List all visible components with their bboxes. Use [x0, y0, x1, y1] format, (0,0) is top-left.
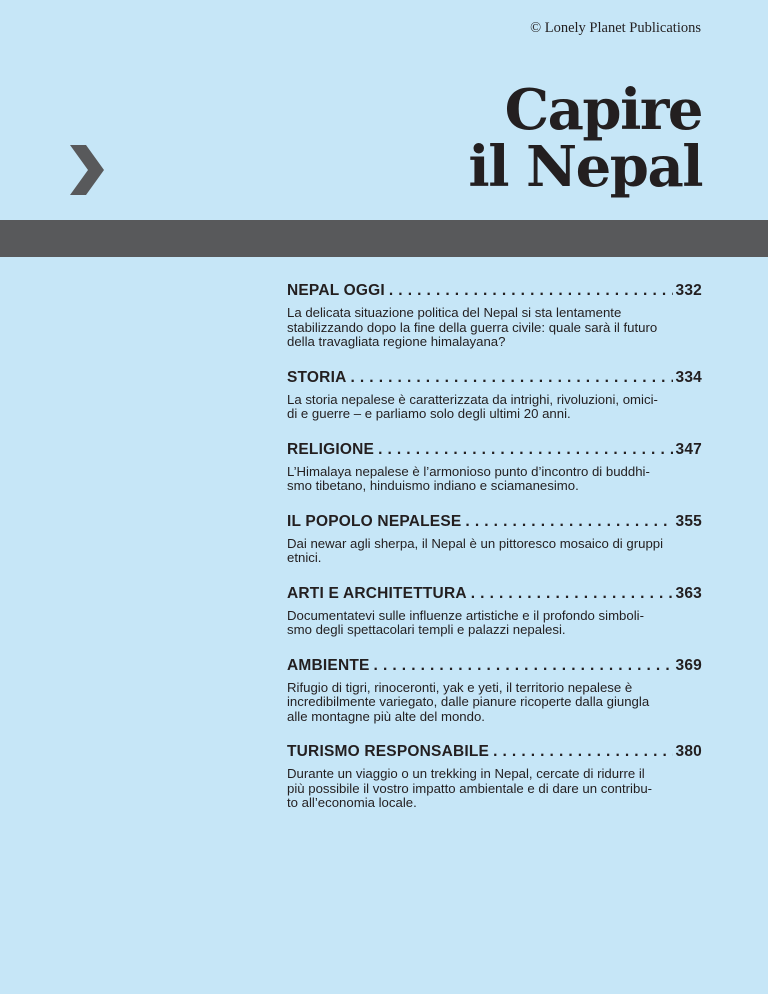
toc-entry-description	[287, 537, 702, 566]
toc-entry-title[interactable]: ARTI E ARCHITETTURA	[287, 584, 467, 602]
description-line: smo tibetano, hinduismo indiano e sciamanesimo.	[287, 478, 579, 493]
toc-entry-description	[287, 306, 702, 350]
dot-leader	[378, 441, 672, 459]
toc-entry-description	[287, 681, 702, 725]
dot-leader	[374, 657, 673, 675]
description-line: etnici.	[287, 550, 322, 565]
toc-entry-title[interactable]: STORIA	[287, 368, 347, 386]
toc-entry-page[interactable]: 332	[675, 282, 702, 299]
description-line: La delicata situazione politica del Nepal si sta lentamente	[287, 305, 622, 320]
toc-entry-turismo-responsabile[interactable]	[287, 743, 702, 811]
toc-entry-nepal-oggi[interactable]	[287, 282, 702, 350]
description-line: L’Himalaya nepalese è l’armonioso punto d’incontro di buddhi-	[287, 463, 650, 479]
description-line: incredibilmente variegato, dalle pianure ricoperte dalla giungla	[287, 694, 650, 709]
toc-entry-ambiente[interactable]	[287, 657, 702, 725]
toc-entry-description	[287, 609, 702, 638]
dot-leader	[350, 369, 672, 387]
copyright-notice: © Lonely Planet Publications	[530, 20, 701, 36]
dot-leader	[389, 282, 673, 300]
description-line: di e guerre – e parliamo solo degli ultimi 20 anni.	[287, 406, 571, 421]
table-of-contents	[287, 282, 702, 830]
chevron-right-icon	[70, 145, 104, 195]
dot-leader	[493, 743, 672, 761]
toc-entry-storia[interactable]	[287, 369, 702, 422]
dot-leader	[471, 585, 673, 603]
toc-entry-page[interactable]: 369	[675, 656, 702, 674]
description-line: Durante un viaggio o un trekking in Nepal, cercate di ridurre il	[287, 766, 645, 781]
description-line: Dai newar agli sherpa, il Nepal è un pittoresco mosaico di gruppi	[287, 535, 664, 551]
description-line: La storia nepalese è caratterizzata da intrighi, rivoluzioni, omici-	[287, 391, 658, 407]
toc-entry-title[interactable]: NEPAL OGGI	[287, 282, 385, 299]
toc-entry-il-popolo-nepalese[interactable]	[287, 513, 702, 566]
chapter-title	[468, 77, 702, 200]
description-line: Rifugio di tigri, rinoceronti, yak e yeti, il territorio nepalese è	[287, 679, 633, 695]
toc-entry-title[interactable]: TURISMO RESPONSABILE	[287, 743, 490, 760]
chapter-title-line-1: Capire	[504, 77, 702, 143]
description-line: stabilizzando dopo la fine della guerra civile: quale sarà il futuro	[287, 319, 658, 335]
toc-entry-description	[287, 767, 702, 811]
description-line: smo degli spettacolari templi e palazzi nepalesi.	[287, 622, 566, 637]
chapter-title-line-2: il Nepal	[468, 134, 702, 200]
description-line: della travagliata regione himalayana?	[287, 334, 506, 349]
toc-entry-page[interactable]: 347	[675, 440, 702, 458]
description-line: alle montagne più alte del mondo.	[287, 708, 485, 724]
description-line: più possibile il vostro impatto ambientale e di dare un contribu-	[287, 780, 653, 796]
dot-leader	[465, 513, 672, 531]
toc-entry-page[interactable]: 355	[675, 512, 702, 530]
toc-entry-description	[287, 393, 702, 422]
description-line: to all’economia locale.	[287, 795, 417, 810]
toc-entry-page[interactable]: 334	[675, 368, 702, 386]
toc-entry-arti-e-architettura[interactable]	[287, 585, 702, 638]
toc-entry-title[interactable]: IL POPOLO NEPALESE	[287, 512, 462, 530]
description-line: Documentatevi sulle influenze artistiche e il profondo simboli-	[287, 607, 644, 623]
toc-entry-page[interactable]: 380	[675, 743, 702, 760]
toc-entry-page[interactable]: 363	[675, 584, 702, 602]
toc-entry-title[interactable]: AMBIENTE	[287, 656, 370, 674]
header-band	[0, 220, 768, 257]
toc-entry-description	[287, 465, 702, 494]
toc-entry-religione[interactable]	[287, 441, 702, 494]
toc-entry-title[interactable]: RELIGIONE	[287, 440, 375, 458]
